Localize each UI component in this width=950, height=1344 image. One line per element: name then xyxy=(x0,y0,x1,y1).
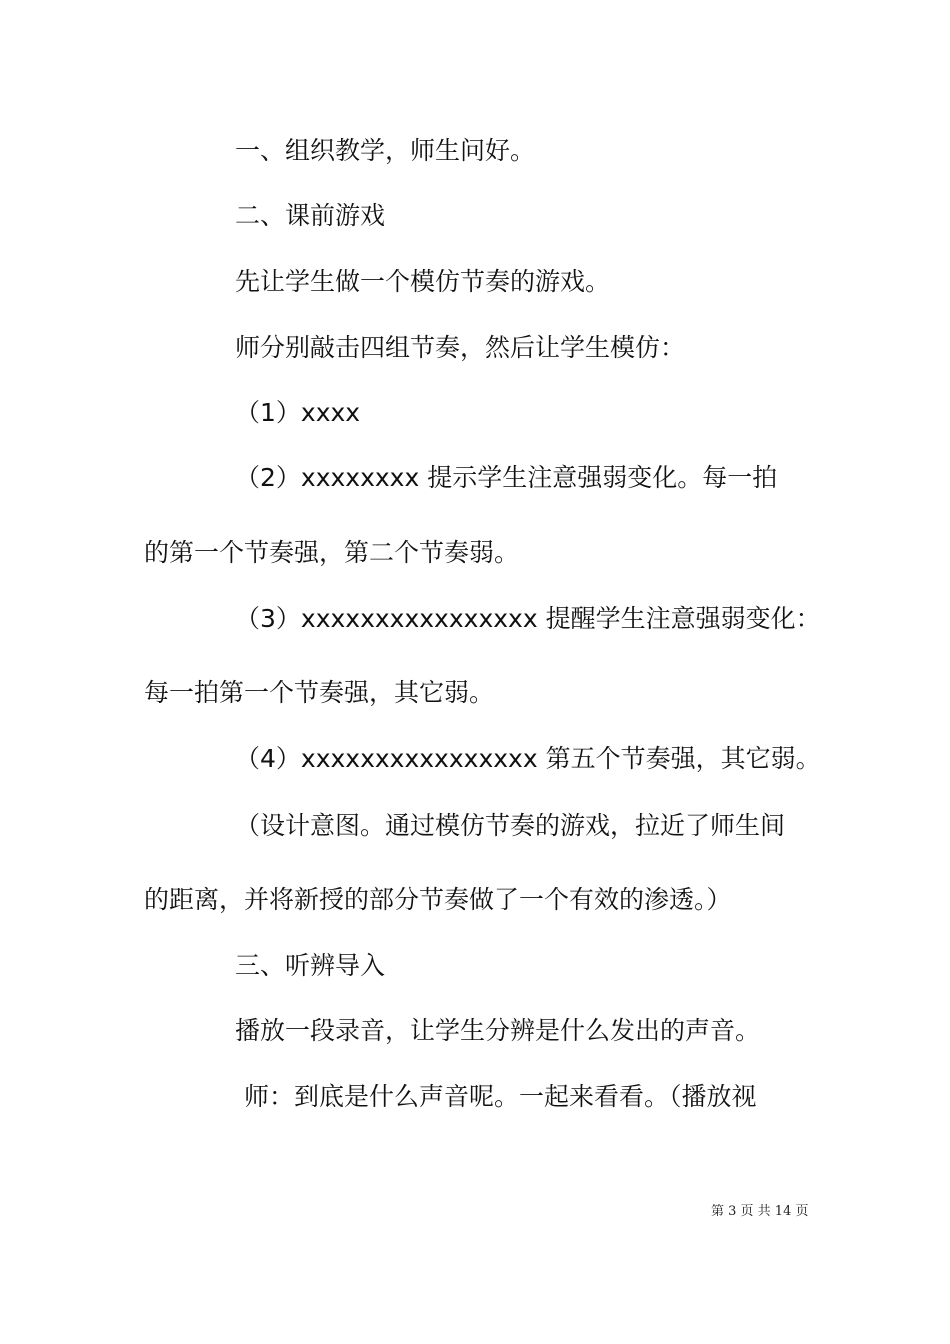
rhythm-item-3: （3）xxxxxxxxxxxxxxxx 提醒学生注意强弱变化： xyxy=(235,604,821,633)
paragraph-line: 师：到底是什么声音呢。一起来看看。（播放视 xyxy=(244,1082,757,1111)
paragraph-line: 每一拍第一个节奏强，其它弱。 xyxy=(144,678,495,707)
paragraph-line: 播放一段录音，让学生分辨是什么发出的声音。 xyxy=(235,1016,761,1045)
design-intent-line: （设计意图。通过模仿节奏的游戏，拉近了师生间 xyxy=(235,811,786,840)
rhythm-item-4: （4）xxxxxxxxxxxxxxxx 第五个节奏强，其它弱。 xyxy=(235,744,821,773)
paragraph-line: 的距离，并将新授的部分节奏做了一个有效的渗透。） xyxy=(144,885,732,914)
paragraph-line: 的第一个节奏强，第二个节奏弱。 xyxy=(144,538,520,567)
page-number-footer: 第 3 页 共 14 页 xyxy=(711,1204,809,1219)
rhythm-item-2: （2）xxxxxxxx 提示学生注意强弱变化。每一拍 xyxy=(235,463,778,492)
paragraph-line: 先让学生做一个模仿节奏的游戏。 xyxy=(235,267,611,296)
rhythm-item-1: （1）xxxx xyxy=(235,398,361,427)
heading-listening-intro: 三、听辨导入 xyxy=(235,951,386,980)
heading-organize-teaching: 一、组织教学，师生问好。 xyxy=(235,136,536,165)
paragraph-line: 师分别敲击四组节奏，然后让学生模仿： xyxy=(235,333,686,362)
heading-pre-class-game: 二、课前游戏 xyxy=(235,201,386,230)
